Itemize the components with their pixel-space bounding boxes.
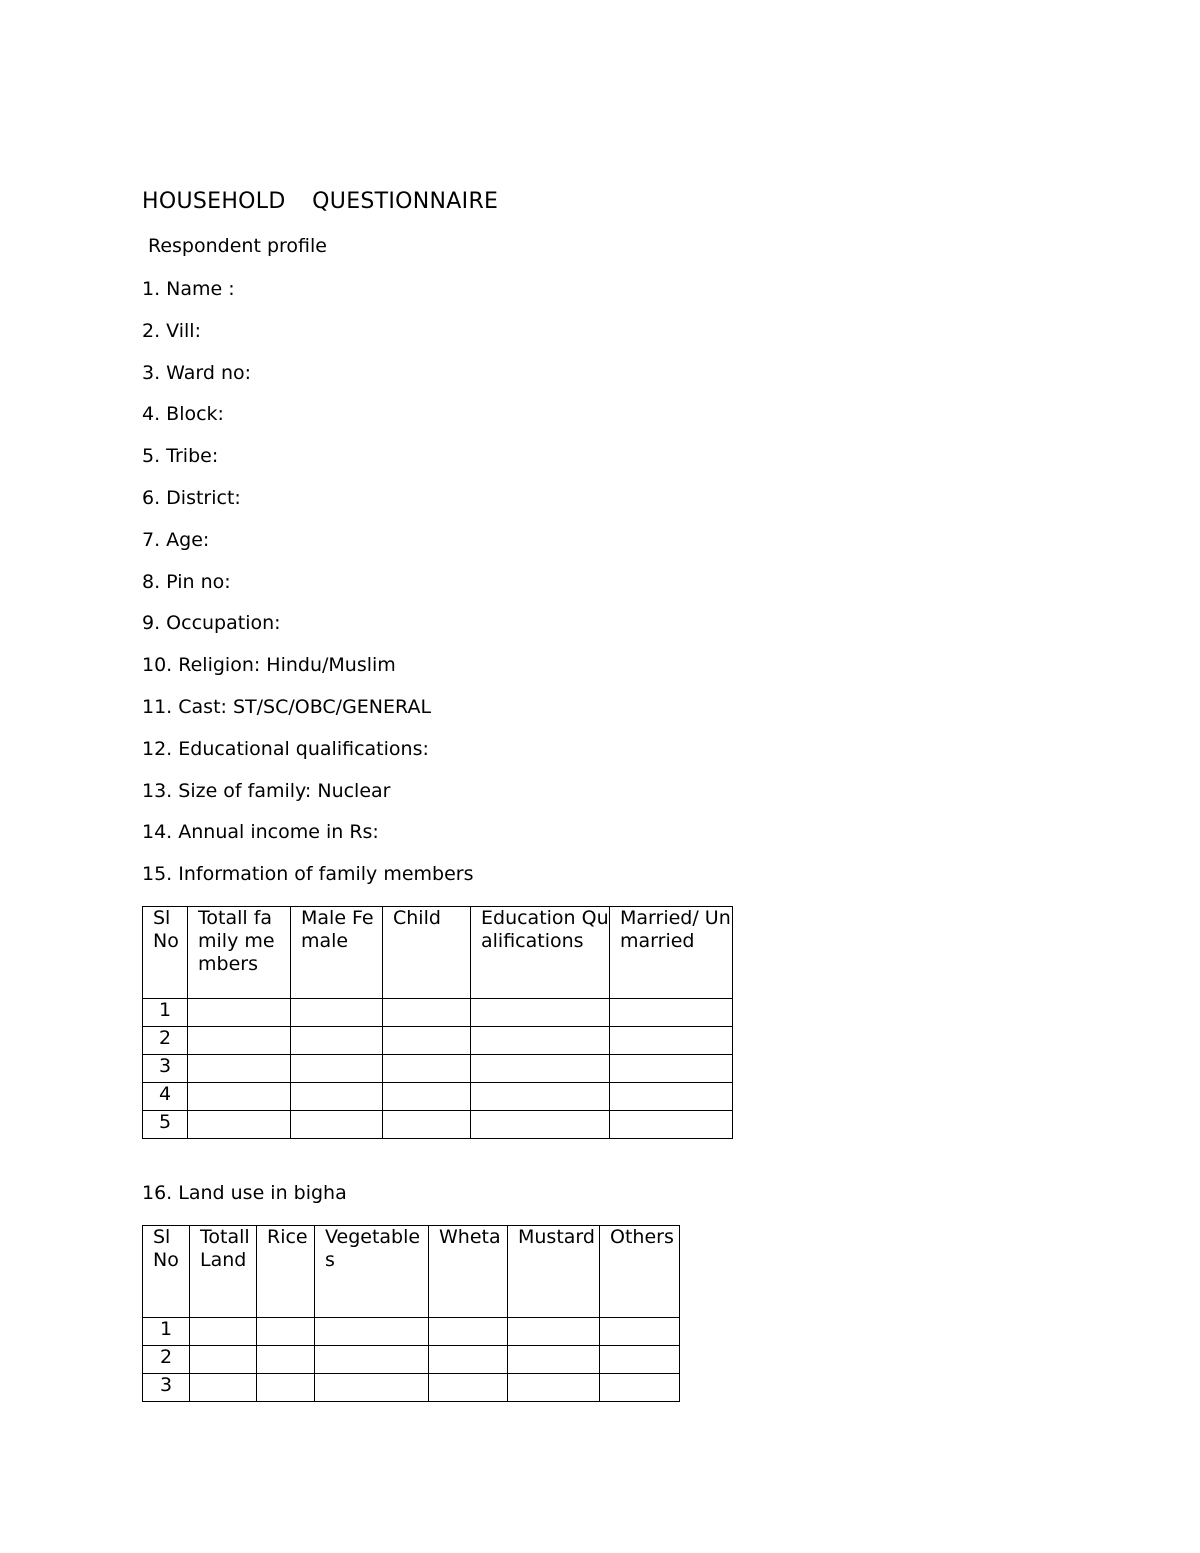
- table-cell: [429, 1318, 508, 1346]
- table-cell: [610, 1027, 733, 1055]
- column-header-male-female: Male Female: [291, 907, 383, 999]
- row-number: 5: [143, 1111, 188, 1139]
- question-block: 4. Block:: [142, 403, 224, 426]
- table-row: [143, 999, 733, 1027]
- column-header-total-members: Totall family members: [188, 907, 291, 999]
- table-cell: [190, 1374, 257, 1402]
- table-cell: [291, 1083, 383, 1111]
- question-education: 12. Educational qualifications:: [142, 737, 429, 760]
- land-use-table: [142, 1225, 680, 1402]
- table-cell: [291, 1055, 383, 1083]
- question-family-size: 13. Size of family: Nuclear: [142, 779, 391, 802]
- table-cell: [429, 1374, 508, 1402]
- table-cell: [291, 999, 383, 1027]
- table-cell: [383, 999, 471, 1027]
- column-header-education: Education Qualifications: [471, 907, 610, 999]
- land-use-label: 16. Land use in bigha: [142, 1182, 347, 1204]
- table-cell: [291, 1111, 383, 1139]
- row-number: 3: [143, 1374, 190, 1402]
- table-cell: [600, 1318, 680, 1346]
- table-cell: [257, 1318, 315, 1346]
- column-header-child: Child: [383, 907, 471, 999]
- row-number: 4: [143, 1083, 188, 1111]
- question-ward: 3. Ward no:: [142, 361, 252, 384]
- table-cell: [383, 1111, 471, 1139]
- table-cell: [471, 1083, 610, 1111]
- table-cell: [188, 999, 291, 1027]
- table-row: [143, 1374, 680, 1402]
- column-header-total-land: Totall Land: [190, 1226, 257, 1318]
- question-age: 7. Age:: [142, 528, 210, 551]
- question-tribe: 5. Tribe:: [142, 445, 219, 468]
- question-family-info: 15. Information of family members: [142, 863, 474, 886]
- table-cell: [600, 1374, 680, 1402]
- document-title: HOUSEHOLD QUESTIONNAIRE: [142, 189, 499, 214]
- row-number: 2: [143, 1346, 190, 1374]
- table-row: [143, 1111, 733, 1139]
- table-header-row: [143, 1226, 680, 1318]
- table-cell: [383, 1055, 471, 1083]
- question-village: 2. Vill:: [142, 319, 201, 342]
- table-cell: [257, 1346, 315, 1374]
- table-header-row: [143, 907, 733, 999]
- question-income: 14. Annual income in Rs:: [142, 821, 379, 844]
- column-header-wheat: Wheta: [429, 1226, 508, 1318]
- table-cell: [188, 1083, 291, 1111]
- question-pin: 8. Pin no:: [142, 570, 231, 593]
- table-cell: [471, 999, 610, 1027]
- table-row: [143, 1318, 680, 1346]
- table-row: [143, 1027, 733, 1055]
- column-header-sl-no: Sl No: [143, 907, 188, 999]
- table-cell: [471, 1055, 610, 1083]
- question-religion: 10. Religion: Hindu/Muslim: [142, 654, 396, 677]
- table-cell: [291, 1027, 383, 1055]
- table-cell: [600, 1346, 680, 1374]
- table-cell: [383, 1027, 471, 1055]
- table-cell: [315, 1318, 429, 1346]
- table-cell: [315, 1374, 429, 1402]
- table-cell: [383, 1083, 471, 1111]
- family-members-table: [142, 906, 733, 1139]
- row-number: 2: [143, 1027, 188, 1055]
- table-cell: [257, 1374, 315, 1402]
- column-header-sl-no: Sl No: [143, 1226, 190, 1318]
- table-cell: [429, 1346, 508, 1374]
- section-subtitle: Respondent profile: [148, 235, 327, 257]
- question-name: 1. Name :: [142, 278, 235, 300]
- table-cell: [315, 1346, 429, 1374]
- table-cell: [188, 1027, 291, 1055]
- table-cell: [610, 1083, 733, 1111]
- table-row: [143, 1346, 680, 1374]
- column-header-vegetables: Vegetables: [315, 1226, 429, 1318]
- table-row: [143, 1055, 733, 1083]
- table-cell: [610, 999, 733, 1027]
- table-cell: [610, 1055, 733, 1083]
- row-number: 3: [143, 1055, 188, 1083]
- row-number: 1: [143, 999, 188, 1027]
- column-header-mustard: Mustard: [508, 1226, 600, 1318]
- question-district: 6. District:: [142, 486, 241, 509]
- table-cell: [471, 1027, 610, 1055]
- table-cell: [188, 1055, 291, 1083]
- table-cell: [508, 1318, 600, 1346]
- table-cell: [190, 1318, 257, 1346]
- table-cell: [610, 1111, 733, 1139]
- column-header-marital-status: Married/ Unmarried: [610, 907, 733, 999]
- row-number: 1: [143, 1318, 190, 1346]
- question-caste: 11. Cast: ST/SC/OBC/GENERAL: [142, 695, 432, 718]
- column-header-others: Others: [600, 1226, 680, 1318]
- table-cell: [508, 1346, 600, 1374]
- table-row: [143, 1083, 733, 1111]
- column-header-rice: Rice: [257, 1226, 315, 1318]
- table-cell: [471, 1111, 610, 1139]
- table-cell: [188, 1111, 291, 1139]
- table-cell: [508, 1374, 600, 1402]
- question-list: [142, 278, 473, 905]
- table-cell: [190, 1346, 257, 1374]
- question-occupation: 9. Occupation:: [142, 612, 281, 635]
